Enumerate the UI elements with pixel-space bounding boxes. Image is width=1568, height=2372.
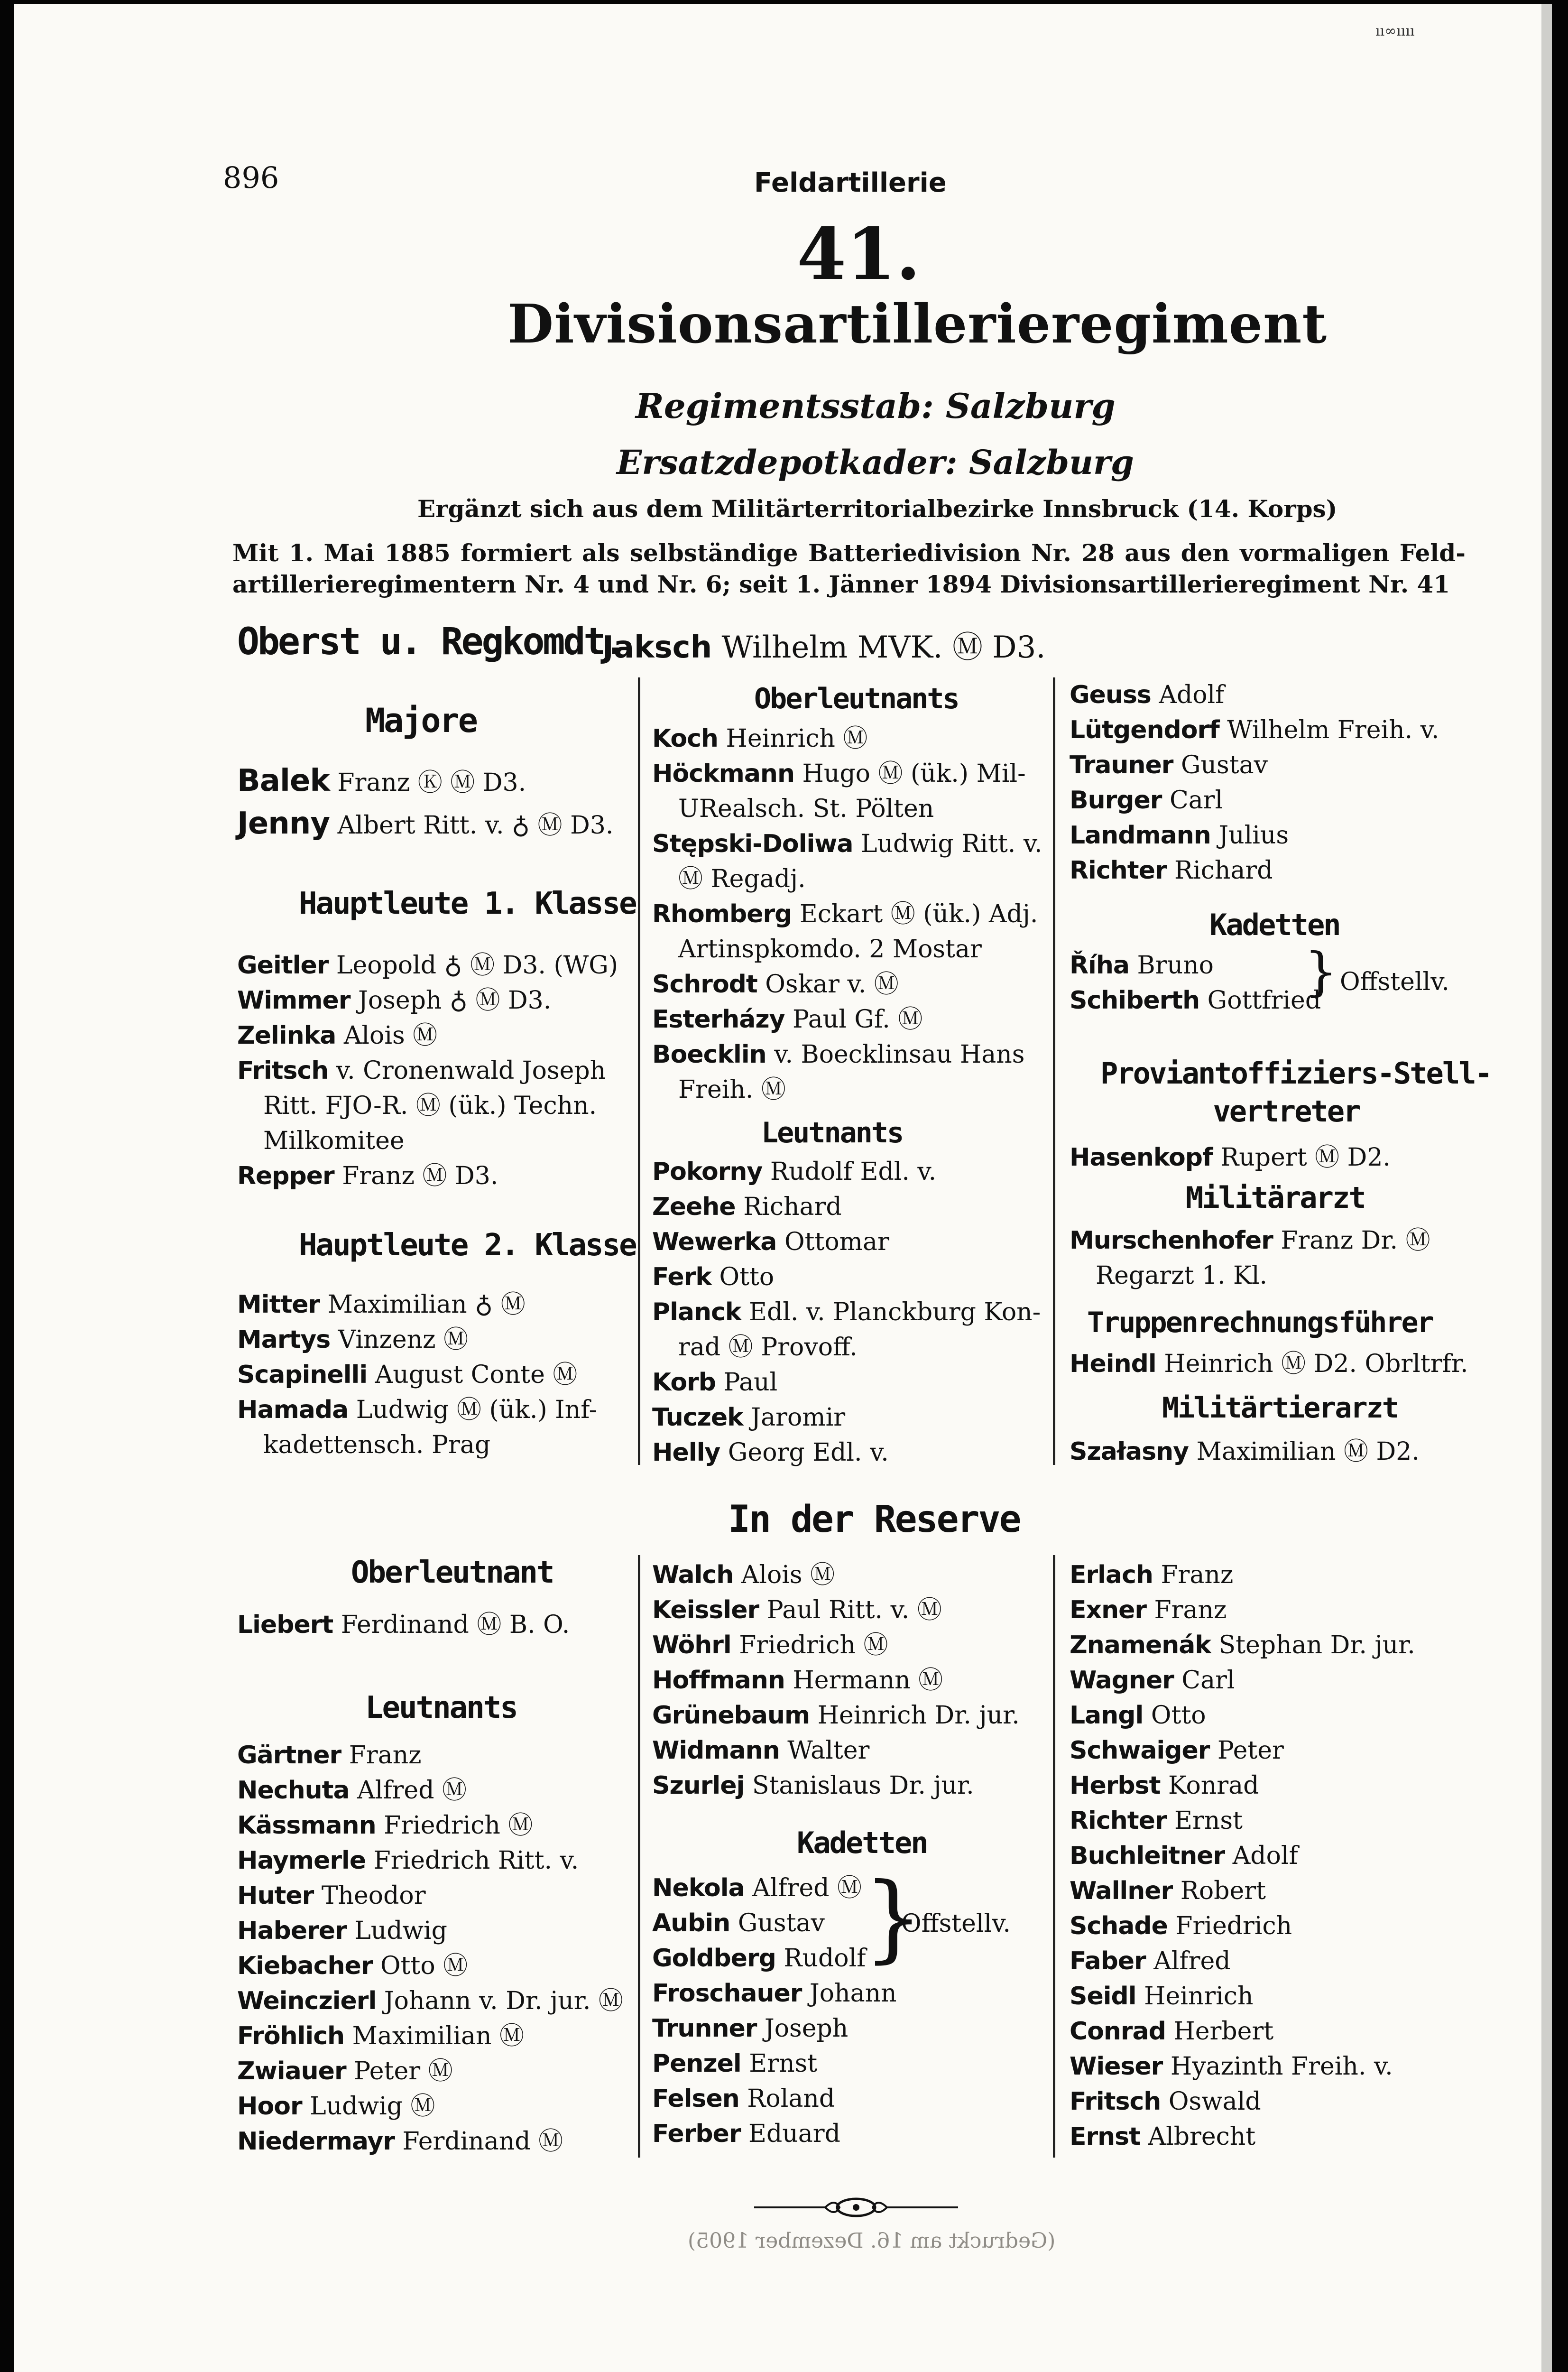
- list-item: Rhomberg Eckart Ⓜ (ük.) Adj.: [652, 900, 1038, 928]
- column-divider-4: [1053, 1555, 1055, 2158]
- list-item: Conrad Herbert: [1070, 2017, 1274, 2046]
- regiment-depot: Ersatzdepotkader: Salzburg: [617, 443, 1134, 482]
- heading-leutnants: Leutnants: [761, 1116, 903, 1149]
- heading-kadetten: Kadetten: [1209, 908, 1340, 942]
- list-leutnants: [652, 1154, 1041, 1470]
- list-item: Jenny Albert Ritt. v. ♁ Ⓜ D3.: [237, 806, 614, 841]
- list-item: Haberer Ludwig: [237, 1917, 447, 1945]
- list-hauptleute-2: [237, 1287, 597, 1463]
- running-head: Feldartillerie: [754, 167, 947, 198]
- list-reserve-col3: [1070, 1557, 1415, 2154]
- list-item: Szałasny Maximilian Ⓜ D2.: [1070, 1437, 1420, 1466]
- list-item: Koch Heinrich Ⓜ: [652, 724, 868, 753]
- list-item: kadettensch. Prag: [263, 1431, 491, 1459]
- list-oberleutnants: [652, 721, 1042, 1107]
- list-item: Schwaiger Peter: [1070, 1736, 1284, 1765]
- list-item: Heindl Heinrich Ⓜ D2. Obrltrfr.: [1070, 1350, 1468, 1378]
- history-line-1: Mit 1. Mai 1885 formiert als selbständige Batteriedivision Nr. 28 aus den vormaligen Feld-: [232, 539, 1466, 567]
- list-reserve-leutnants: [237, 1738, 623, 2159]
- heading-reserve-leutnants: Leutnants: [365, 1690, 517, 1725]
- list-item: Scapinelli August Conte Ⓜ: [237, 1361, 578, 1389]
- list-item: Schrodt Oskar v. Ⓜ: [652, 970, 899, 999]
- list-item: Regarzt 1. Kl.: [1096, 1261, 1268, 1290]
- regiment-title: Divisionsartillerieregiment: [507, 293, 1328, 355]
- list-item: rad Ⓜ Provoff.: [678, 1333, 858, 1362]
- list-item: Liebert Ferdinand Ⓜ B. O.: [237, 1611, 570, 1639]
- list-item: Wagner Carl: [1070, 1666, 1235, 1695]
- list-item: URealsch. St. Pölten: [678, 795, 934, 823]
- column-divider-1: [638, 677, 640, 1465]
- heading-militaertierarzt: Militärtierarzt: [1162, 1391, 1398, 1425]
- list-item: Buchleitner Adolf: [1070, 1842, 1298, 1870]
- column-divider-2: [1053, 677, 1055, 1465]
- list-item: Tuczek Jaromir: [652, 1403, 846, 1432]
- list-item: Hamada Ludwig Ⓜ (ük.) Inf-: [237, 1396, 598, 1424]
- document-page: [14, 4, 1552, 2372]
- list-item: Richter Richard: [1070, 856, 1273, 885]
- list-item: Stępski-Doliwa Ludwig Ritt. v.: [652, 830, 1042, 858]
- heading-truppenrechnungsfuehrer: Truppenrechnungsführer: [1087, 1306, 1433, 1339]
- list-item: Niedermayr Ferdinand Ⓜ: [237, 2127, 563, 2156]
- list-item: Weinczierl Johann v. Dr. jur. Ⓜ: [237, 1987, 623, 2015]
- heading-reserve-oberleutnant: Oberleutnant: [351, 1555, 553, 1590]
- list-reserve-col2: [652, 1557, 1020, 1803]
- list-item: Haymerle Friedrich Ritt. v.: [237, 1846, 579, 1875]
- heading-hauptleute-1: Hauptleute 1. Klasse: [299, 886, 636, 921]
- list-item: Mitter Maximilian ♁ Ⓜ: [237, 1290, 526, 1319]
- list-item: Felsen Roland: [652, 2085, 835, 2113]
- list-item: Nekola Alfred Ⓜ: [652, 1874, 862, 1902]
- list-item: Aubin Gustav: [652, 1909, 825, 1937]
- history-line-2: artillerieregimentern Nr. 4 und Nr. 6; seit 1. Jänner 1894 Divisionsartillerieregiment Nr. 41: [232, 570, 1450, 598]
- list-item: Erlach Franz: [1070, 1561, 1234, 1589]
- heading-proviant-line-2: vertreter: [1213, 1094, 1360, 1129]
- commander-details: Wilhelm MVK. Ⓜ D3.: [721, 630, 1046, 665]
- list-item: Zelinka Alois Ⓜ: [237, 1021, 438, 1050]
- list-item: Grünebaum Heinrich Dr. jur.: [652, 1701, 1020, 1730]
- list-item: Planck Edl. v. Planckburg Kon-: [652, 1298, 1041, 1326]
- reserve-kadetten-note: Offstellv.: [901, 1909, 1011, 1938]
- list-item: Burger Carl: [1070, 786, 1223, 815]
- ornament-divider-icon: [754, 2193, 958, 2222]
- list-item: Murschenhofer Franz Dr. Ⓜ: [1070, 1226, 1430, 1255]
- list-item: Milkomitee: [263, 1127, 405, 1155]
- list-item: Walch Alois Ⓜ: [652, 1561, 835, 1589]
- bleed-through-text: (Gedruckt am 16. Dezember 1905): [688, 2229, 1056, 2253]
- list-item: Schade Friedrich: [1070, 1912, 1292, 1940]
- list-item: Korb Paul: [652, 1368, 778, 1397]
- list-item: Wewerka Ottomar: [652, 1228, 889, 1256]
- heading-militaerarzt: Militärarzt: [1186, 1180, 1365, 1215]
- list-item: Esterházy Paul Gf. Ⓜ: [652, 1005, 923, 1034]
- brace-icon: }: [863, 1862, 924, 1973]
- list-item: Richter Ernst: [1070, 1807, 1243, 1835]
- list-item: Szurlej Stanislaus Dr. jur.: [652, 1771, 974, 1800]
- list-item: Ritt. FJO-R. Ⓜ (ük.) Techn.: [263, 1092, 597, 1120]
- list-item: Boecklin v. Boecklinsau Hans: [652, 1040, 1025, 1069]
- list-item: Ernst Albrecht: [1070, 2122, 1256, 2151]
- list-item: Geitler Leopold ♁ Ⓜ D3. (WG): [237, 951, 618, 980]
- list-item: Widmann Walter: [652, 1736, 870, 1765]
- list-proviant: [1070, 1140, 1391, 1175]
- list-reserve-kadetten: [652, 1871, 897, 2151]
- list-item: Artinspkomdo. 2 Mostar: [678, 935, 982, 964]
- list-item: Balek Franz Ⓚ Ⓜ D3.: [237, 763, 526, 798]
- history-paragraph: [232, 537, 1466, 600]
- list-item: Martys Vinzenz Ⓜ: [237, 1325, 469, 1354]
- column-divider-3: [638, 1555, 640, 2158]
- list-item: Pokorny Rudolf Edl. v.: [652, 1158, 937, 1186]
- list-hauptleute-1: [237, 948, 618, 1194]
- commander-entry: [602, 623, 1046, 667]
- heading-oberleutnants: Oberleutnants: [754, 682, 959, 715]
- list-item: Faber Alfred: [1070, 1947, 1231, 1975]
- kadetten-note: Offstellv.: [1340, 968, 1449, 996]
- list-leutnants-continued: [1070, 677, 1439, 888]
- top-mark: ıı∞ıııı: [1375, 23, 1415, 39]
- list-item: Fritsch v. Cronenwald Joseph: [237, 1056, 606, 1085]
- list-item: Znamenák Stephan Dr. jur.: [1070, 1631, 1415, 1659]
- recruitment-note: Ergänzt sich aus dem Militärterritorialbezirke Innsbruck (14. Korps): [417, 495, 1337, 523]
- list-item: Lütgendorf Wilhelm Freih. v.: [1070, 716, 1439, 744]
- list-item: Seidl Heinrich: [1070, 1982, 1254, 2011]
- brace-icon: }: [1304, 941, 1337, 1002]
- list-item: Keissler Paul Ritt. v. Ⓜ: [652, 1596, 942, 1624]
- commander-surname: Jaksch: [602, 630, 712, 665]
- list-item: Wallner Robert: [1070, 1877, 1266, 1905]
- list-item: Ferk Otto: [652, 1263, 775, 1291]
- list-item: Trauner Gustav: [1070, 751, 1268, 779]
- list-item: Wieser Hyazinth Freih. v.: [1070, 2052, 1393, 2081]
- list-militaerarzt: [1070, 1223, 1430, 1293]
- list-kadetten: [1070, 948, 1321, 1018]
- list-item: Kässmann Friedrich Ⓜ: [237, 1811, 533, 1840]
- heading-hauptleute-2: Hauptleute 2. Klasse: [299, 1228, 636, 1263]
- regiment-number: 41.: [797, 213, 921, 296]
- heading-proviant: [1100, 1055, 1491, 1130]
- list-item: Schiberth Gottfried: [1070, 986, 1321, 1015]
- list-item: Fröhlich Maximilian Ⓜ: [237, 2022, 525, 2050]
- list-item: Říha Bruno: [1070, 951, 1214, 980]
- commander-rank: Oberst u. Regkomdt.: [237, 621, 625, 663]
- list-item: Gärtner Franz: [237, 1741, 422, 1770]
- list-item: Hoffmann Hermann Ⓜ: [652, 1666, 943, 1695]
- list-militaertierarzt: [1070, 1434, 1420, 1469]
- list-reserve-oberleutnant: [237, 1607, 570, 1642]
- list-item: Landmann Julius: [1070, 821, 1289, 850]
- list-majore: [237, 760, 613, 846]
- list-truppenrechnungsfuehrer: [1070, 1346, 1468, 1381]
- heading-majore: Majore: [365, 701, 477, 740]
- list-item: Langl Otto: [1070, 1701, 1206, 1730]
- list-item: Kiebacher Otto Ⓜ: [237, 1952, 468, 1980]
- heading-reserve-kadetten: Kadetten: [797, 1825, 927, 1860]
- list-item: Fritsch Oswald: [1070, 2087, 1261, 2116]
- page-number: 896: [223, 160, 279, 195]
- list-item: Nechuta Alfred Ⓜ: [237, 1776, 467, 1805]
- list-item: Froschauer Johann: [652, 1979, 897, 2008]
- list-item: Goldberg Rudolf: [652, 1944, 866, 1973]
- list-item: Herbst Konrad: [1070, 1771, 1259, 1800]
- list-item: Huter Theodor: [237, 1881, 426, 1910]
- list-item: Zeehe Richard: [652, 1193, 842, 1221]
- list-item: Wöhrl Friedrich Ⓜ: [652, 1631, 888, 1659]
- list-item: Ferber Eduard: [652, 2120, 840, 2148]
- list-item: Freih. Ⓜ: [678, 1075, 786, 1104]
- list-item: Ⓜ Regadj.: [678, 865, 806, 893]
- list-item: Repper Franz Ⓜ D3.: [237, 1162, 498, 1190]
- list-item: Höckmann Hugo Ⓜ (ük.) Mil-: [652, 760, 1026, 788]
- list-item: Trunner Joseph: [652, 2014, 849, 2043]
- list-item: Zwiauer Peter Ⓜ: [237, 2057, 453, 2085]
- heading-in-der-reserve: In der Reserve: [728, 1498, 1020, 1541]
- list-item: Helly Georg Edl. v.: [652, 1438, 889, 1467]
- list-item: Penzel Ernst: [652, 2049, 818, 2078]
- list-item: Geuss Adolf: [1070, 681, 1225, 709]
- heading-proviant-line-1: Proviantoffiziers-Stell-: [1100, 1056, 1491, 1091]
- list-item: Hasenkopf Rupert Ⓜ D2.: [1070, 1143, 1391, 1172]
- list-item: Wimmer Joseph ♁ Ⓜ D3.: [237, 986, 552, 1015]
- regiment-staff: Regimentsstab: Salzburg: [636, 386, 1116, 426]
- list-item: Exner Franz: [1070, 1596, 1227, 1624]
- list-item: Hoor Ludwig Ⓜ: [237, 2092, 435, 2121]
